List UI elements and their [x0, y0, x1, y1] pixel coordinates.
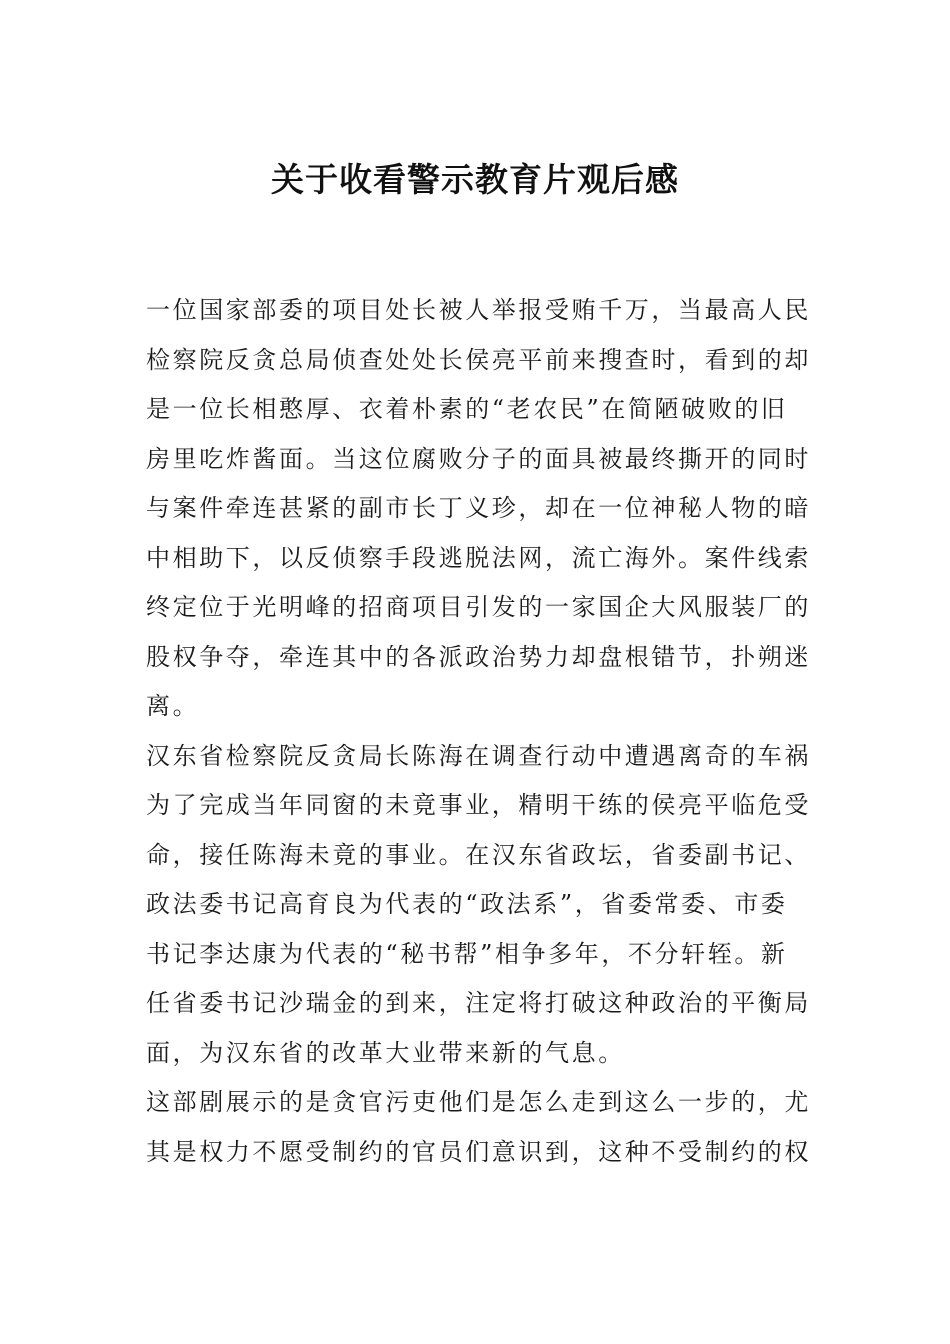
text-line: 汉东省检察院反贪局长陈海在调查行动中遭遇离奇的车祸	[146, 741, 811, 770]
text-line: 面，为汉东省的改革大业带来新的气息。	[146, 1038, 625, 1067]
text-line: 一位国家部委的项目处长被人举报受贿千万，当最高人民	[146, 296, 811, 324]
document-body	[146, 286, 811, 1177]
text-line: 是一位长相憨厚、衣着朴素的“老农民”在简陋破败的旧	[146, 395, 788, 423]
text-line: 检察院反贪总局侦查处处长侯亮平前来搜查时，看到的却	[146, 345, 811, 374]
text-line: 政法委书记高育良为代表的“政法系”，省委常委、市委	[146, 890, 788, 918]
text-line: 命，接任陈海未竟的事业。在汉东省政坛，省委副书记、	[146, 840, 811, 869]
text-line: 这部剧展示的是贪官污吏他们是怎么走到这么一步的，尤	[146, 1088, 811, 1116]
text-line: 中相助下，以反侦察手段逃脱法网，流亡海外。案件线索	[146, 543, 811, 572]
paragraph-2	[146, 732, 811, 1079]
text-line: 房里吃炸酱面。当这位腐败分子的面具被最终撕开的同时	[146, 444, 811, 473]
paragraph-1	[146, 286, 811, 732]
paragraph-3	[146, 1078, 811, 1177]
text-line: 离。	[146, 692, 200, 720]
text-line: 与案件牵连甚紧的副市长丁义珍，却在一位神秘人物的暗	[146, 494, 811, 522]
text-line: 任省委书记沙瑞金的到来，注定将打破这种政治的平衡局	[146, 989, 811, 1017]
text-line: 终定位于光明峰的招商项目引发的一家国企大风服装厂的	[146, 593, 811, 621]
document-title: 关于收看警示教育片观后感	[271, 160, 679, 199]
text-line: 其是权力不愿受制约的官员们意识到，这种不受制约的权	[146, 1137, 811, 1166]
text-line: 为了完成当年同窗的未竟事业，精明干练的侯亮平临危受	[146, 791, 811, 819]
text-line: 书记李达康为代表的“秘书帮”相争多年，不分轩轾。新	[146, 939, 788, 968]
text-line: 股权争夺，牵连其中的各派政治势力却盘根错节，扑朔迷	[146, 642, 811, 671]
